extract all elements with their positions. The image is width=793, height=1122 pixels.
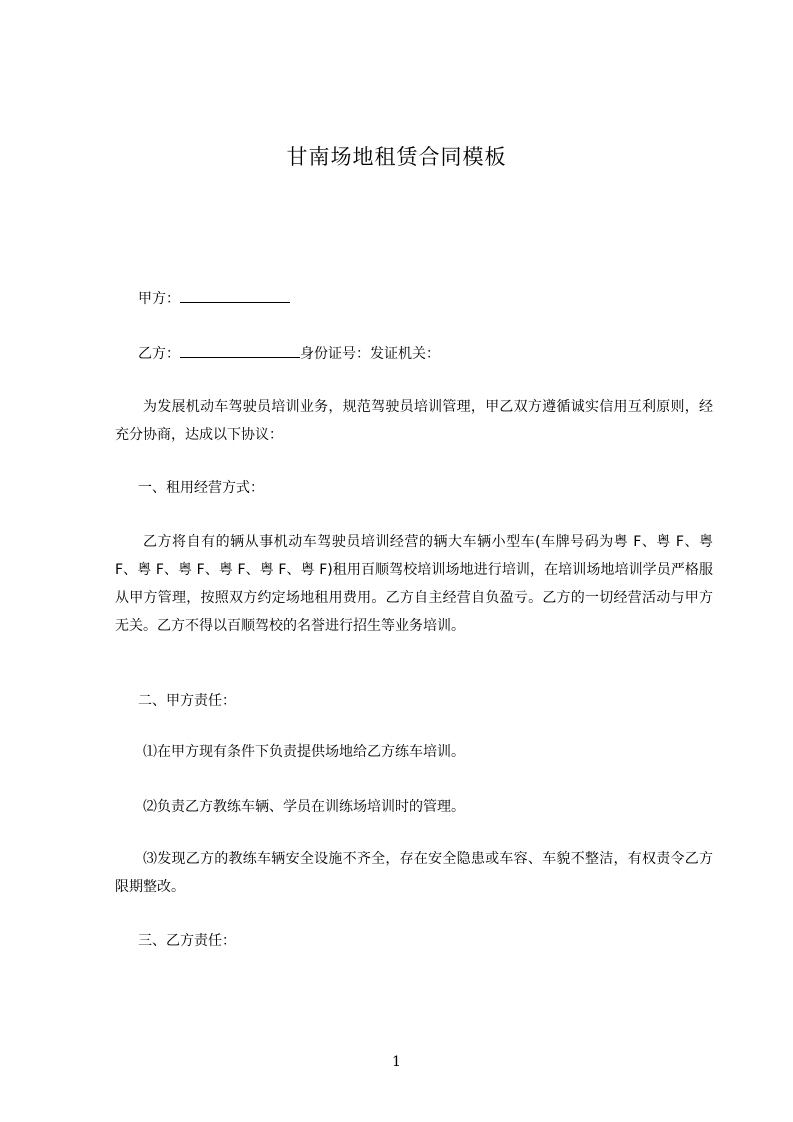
section2-heading: 二、甲方责任： <box>138 693 236 709</box>
party-a-label: 甲方： <box>138 291 180 307</box>
party-b-blank <box>180 342 300 358</box>
intro-paragraph: 为发展机动车驾驶员培训业务，规范驾驶员培训管理，甲乙双方遵循诚实信用互利原则，经充分协商，达成以下协议： <box>115 399 713 443</box>
section1-body: 乙方将自有的辆从事机动车驾驶员培训经营的辆大车辆小型车(车牌号码为粤 F、粤 F、粤 F、粤 F、粤 F、粤 F、粤 F、粤 F)租用百顺驾校培训场地进行培训，在培训场地培训学员严格服从甲方管理，按照双方约定场地租用费用。乙方自主经营自负盈亏。乙方的一切经营活动与甲方无关。乙方不得以百顺驾校的名誉进行招生等业务培训。 <box>115 534 713 634</box>
party-a-line <box>138 286 290 313</box>
party-b-label: 乙方： <box>138 346 180 362</box>
party-b-suffix: 身份证号：发证机关： <box>300 346 440 362</box>
section2-item-2: ⑵负责乙方教练车辆、学员在训练场培训时的管理。 <box>143 799 465 815</box>
page-number: 1 <box>392 1054 401 1070</box>
section2-item-1: ⑴在甲方现有条件下负责提供场地给乙方练车培训。 <box>143 744 465 760</box>
section1-heading: 一、租用经营方式： <box>138 480 264 496</box>
section3-heading: 三、乙方责任： <box>138 933 236 949</box>
party-b-line <box>138 341 440 368</box>
section2-item-3: ⑶发现乙方的教练车辆安全设施不齐全，存在安全隐患或车容、车貌不整洁，有权责令乙方限期整改。 <box>115 851 713 895</box>
document-title: 甘南场地租赁合同模板 <box>286 145 507 169</box>
party-a-blank <box>180 287 290 303</box>
